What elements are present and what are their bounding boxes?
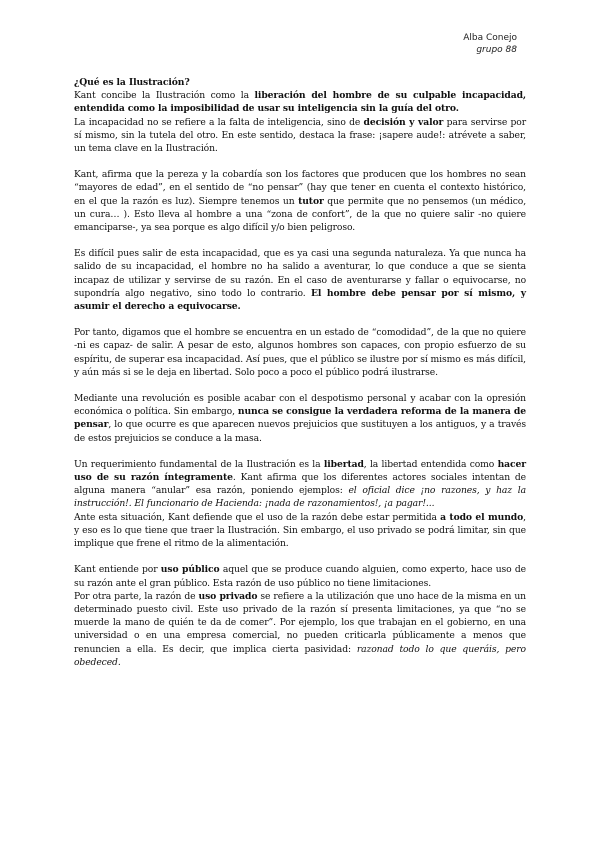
page-header xyxy=(463,33,517,56)
paragraph-8: Ante esta situación, Kant defiende que el uso de la razón debe estar permitida a todo el mundo, y eso es lo que tiene que traer la Ilustración. Sin embargo, el uso privado se podrá limitar, sin que implique que frene el ritmo de la alimentación. xyxy=(74,511,526,550)
paragraph-7: Un requerimiento fundamental de la Ilustración es la libertad, la libertad entendida como hacer uso de su razón íntegramente. Kant afirma que los diferentes actores sociales intentan de alguna manera “anular” esa razón, poniendo ejemplos: el oficial dice ¡no razones, y haz la instrucción!. El funcionario de Hacienda: ¡nada de razonamientos!, ¡a pagar!... xyxy=(74,458,527,510)
paragraph-4: Es difícil pues salir de esta incapacidad, que es ya casi una segunda naturaleza. Ya que nunca ha salido de su incapacidad, el hombre no ha salido a aventurar, lo que conduce a que se sienta incapaz de utilizar y servirse de su razón. En el caso de aventurarse y fallar o equivocarse, no supondría algo negativo, sino todo lo contrario. El hombre debe pensar por sí mismo, y asumir el derecho a equivocarse. xyxy=(74,248,526,313)
document-title: ¿Qué es la Ilustración? xyxy=(74,77,190,88)
group-label: grupo 88 xyxy=(476,44,517,55)
paragraph-5: Por tanto, digamos que el hombre se encuentra en un estado de “comodidad”, de la que no quiere -ni es capaz- de salir. A pesar de esto, algunos hombres son capaces, con propio esfuerzo de su espíritu, de superar esa incapacidad. Así pues, que el público se ilustre por sí mismo es más difícil, y aún más si se le deja en libertad. Solo poco a poco el público podrá ilustrarse. xyxy=(74,327,526,378)
author-name: Alba Conejo xyxy=(463,33,517,43)
paragraph-9: Kant entiende por uso público aquel que se produce cuando alguien, como experto, hace uso de su razón ante el gran público. Esta razón de uso público no tiene limitaciones. xyxy=(74,564,527,589)
paragraph-2: La incapacidad no se refiere a la falta de inteligencia, sino de decisión y valor para servirse por sí mismo, sin la tutela del otro. En este sentido, destaca la frase: ¡sapere aude!: atrévete a saber, un tema clave en la Ilustración. xyxy=(74,116,526,155)
paragraph-6: Mediante una revolución es posible acabar con el despotismo personal y acabar con la opresión económica o política. Sin embargo, nunca se consigue la verdadera reforma de la manera de pensar, lo que ocurre es que aparecen nuevos prejuicios que sustituyen a los antiguos, y a través de estos prejuicios se conduce a la masa. xyxy=(74,393,526,444)
paragraph-3: Kant, afirma que la pereza y la cobardía son los factores que producen que los hombres no sean “mayores de edad”, en el sentido de “no pensar” (hay que tener en cuenta el contexto histórico, en el que la razón es luz). Siempre tenemos un tutor que permite que no pensemos (un médico, un cura… ). Esto lleva al hombre a una “zona de confort”, de la que no quiere salir -no quiere emanciparse-, ya sea porque es algo difícil y/o bien peligroso. xyxy=(74,169,527,234)
document-body xyxy=(74,76,526,669)
paragraph-10: Por otra parte, la razón de uso privado se refiere a la utilización que uno hace de la misma en un determinado puesto civil. Este uso privado de la razón sí presenta limitaciones, ya que “no se muerde la mano de quién te da de comer”. Por ejemplo, los que trabajan en el gobierno, en una universidad o en una empresa comercial, no pueden criticarla públicamente a menos que renuncien a ella. Es decir, que implica cierta pasividad: razonad todo lo que queráis, pero obedeced. xyxy=(74,590,526,668)
paragraph-1: Kant concibe la Ilustración como la liberación del hombre de su culpable incapacidad, entendida como la imposibilidad de usar su inteligencia sin la guía del otro. xyxy=(74,90,526,115)
